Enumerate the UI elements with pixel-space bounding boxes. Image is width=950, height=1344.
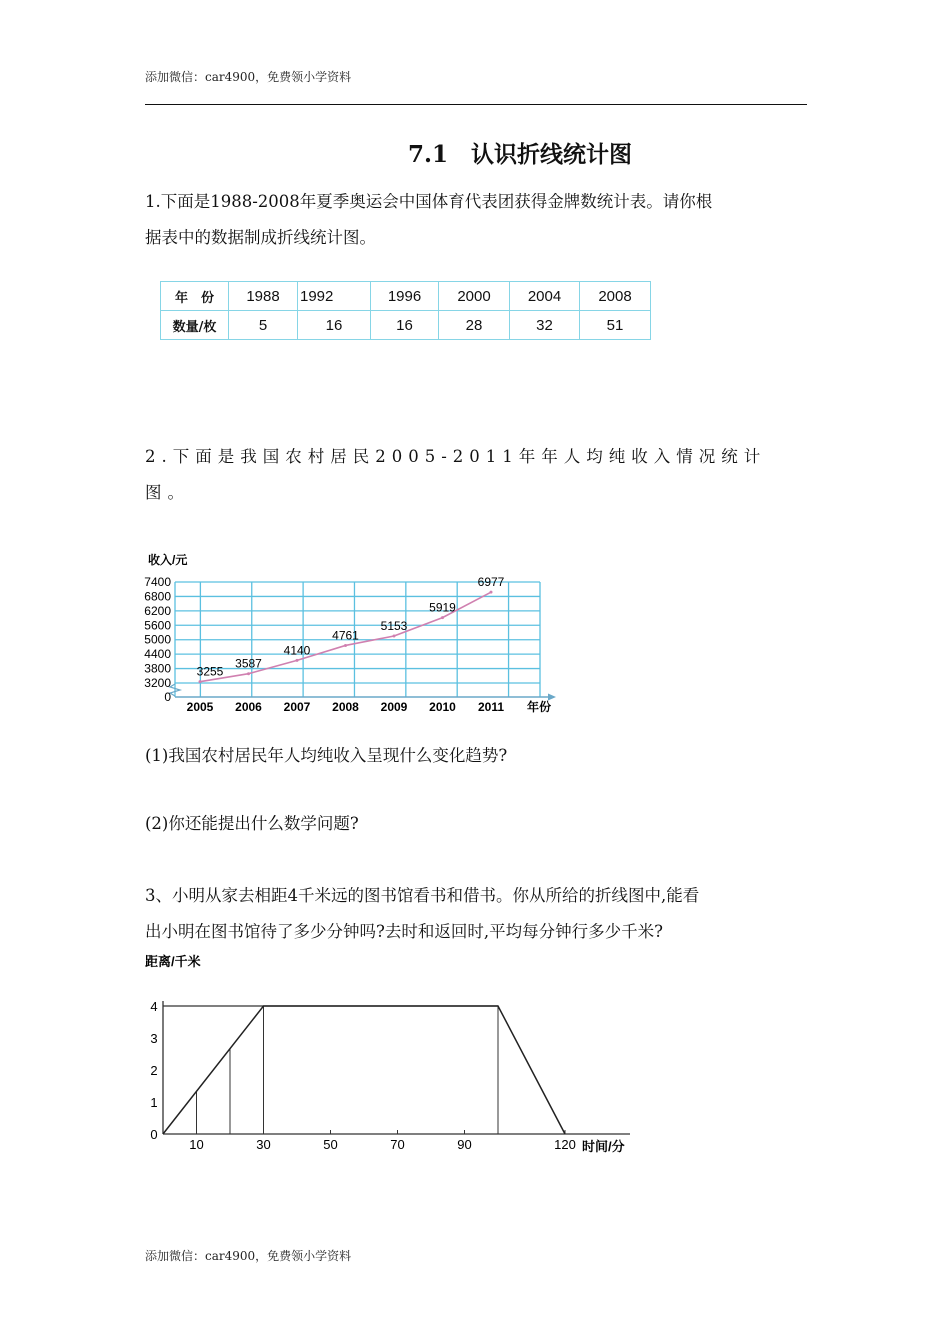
table-row-counts — [161, 311, 651, 340]
data-point — [393, 635, 396, 638]
x-tick-label: 2008 — [332, 700, 359, 714]
header-divider — [145, 104, 807, 105]
table-cell: 2008 — [580, 282, 651, 311]
y-tick-label: 4400 — [144, 647, 171, 662]
question-3-line-2: 出小明在图书馆待了多少分钟吗?去时和返回时,平均每分钟行多少千米? — [145, 922, 663, 941]
y-tick-label: 6200 — [144, 603, 171, 618]
x-axis-label: 时间/分 — [582, 1139, 625, 1154]
data-label: 6977 — [477, 575, 505, 590]
y-tick-label: 5000 — [144, 632, 171, 647]
x-tick-label: 10 — [189, 1137, 204, 1152]
y-tick-label: 2 — [150, 1063, 158, 1078]
data-label: 3587 — [235, 656, 262, 671]
y-tick-label: 3800 — [144, 661, 171, 676]
y-tick-label: 0 — [164, 690, 171, 704]
x-tick-label: 50 — [323, 1137, 338, 1152]
table-cell: 32 — [510, 311, 580, 340]
x-tick-label: 90 — [457, 1137, 472, 1152]
table-cell: 5 — [229, 311, 298, 340]
x-tick-label: 2011 — [477, 700, 505, 714]
row-header-year: 年 份 — [161, 282, 229, 311]
table-cell: 16 — [371, 311, 439, 340]
data-point — [344, 644, 347, 647]
page-footer: 添加微信：car4900，免费领小学资料 — [145, 1249, 352, 1263]
question-3 — [145, 878, 810, 950]
y-tick-label: 1 — [150, 1095, 158, 1110]
data-label: 4140 — [283, 643, 311, 658]
row-header-count: 数量/枚 — [161, 311, 229, 340]
income-line-chart — [140, 548, 570, 720]
question-3-line-1: 3、小明从家去相距4千米远的图书馆看书和借书。你从所给的折线图中,能看 — [145, 886, 700, 905]
x-tick-label: 120 — [554, 1137, 576, 1152]
y-tick-label: 7400 — [144, 575, 171, 589]
data-label: 5153 — [380, 619, 408, 634]
x-tick-label: 30 — [256, 1137, 271, 1152]
table-cell: 1988 — [229, 282, 298, 311]
table-cell: 16 — [298, 311, 371, 340]
table-cell: 1992 — [298, 282, 371, 311]
x-tick-label: 2006 — [235, 700, 262, 714]
x-tick-label: 2007 — [283, 700, 311, 714]
x-tick-label: 2010 — [429, 700, 456, 714]
x-tick-label: 2005 — [186, 700, 214, 714]
question-2-sub-1: (1)我国农村居民年人均纯收入呈现什么变化趋势? — [145, 746, 508, 765]
question-1 — [145, 184, 810, 256]
y-axis-label: 收入/元 — [148, 553, 188, 567]
data-label: 3255 — [196, 664, 224, 679]
y-tick-label: 3 — [150, 1031, 158, 1046]
data-label: 4761 — [332, 628, 359, 643]
data-point — [490, 591, 493, 594]
x-axis-label: 年份 — [527, 700, 552, 714]
y-tick-label: 4 — [150, 999, 158, 1014]
y-tick-label: 6800 — [144, 589, 171, 604]
question-1-line-2: 据表中的数据制成折线统计图。 — [145, 228, 376, 247]
y-tick-label: 0 — [150, 1127, 158, 1142]
data-point — [296, 659, 299, 662]
x-tick-label: 70 — [390, 1137, 405, 1152]
question-2: 2.下面是我国农村居民2005-2011年年人均纯收入情况统计图。 — [145, 447, 767, 502]
table-row-years — [161, 282, 651, 311]
page-header: 添加微信：car4900，免费领小学资料 — [145, 70, 352, 84]
question-2-sub-2: (2)你还能提出什么数学问题? — [145, 814, 359, 833]
y-tick-label: 5600 — [144, 618, 171, 633]
question-1-line-1: 1.下面是1988-2008年夏季奥运会中国体育代表团获得金牌数统计表。请你根 — [145, 192, 713, 211]
data-point — [247, 672, 250, 675]
table-cell: 51 — [580, 311, 651, 340]
y-axis-label: 距离/千米 — [145, 954, 201, 969]
distance-line-chart — [140, 948, 640, 1158]
x-tick-label: 2009 — [380, 700, 408, 714]
page-title: 7.1 认识折线统计图 — [407, 141, 632, 168]
gold-medal-table — [160, 281, 651, 340]
table-cell: 1996 — [371, 282, 439, 311]
data-label: 5919 — [429, 600, 456, 615]
table-cell: 28 — [439, 311, 510, 340]
y-tick-label: 3200 — [144, 676, 171, 690]
data-point — [199, 680, 202, 683]
series-line — [163, 1006, 565, 1134]
data-point — [441, 616, 444, 619]
table-cell: 2000 — [439, 282, 510, 311]
table-cell: 2004 — [510, 282, 580, 311]
